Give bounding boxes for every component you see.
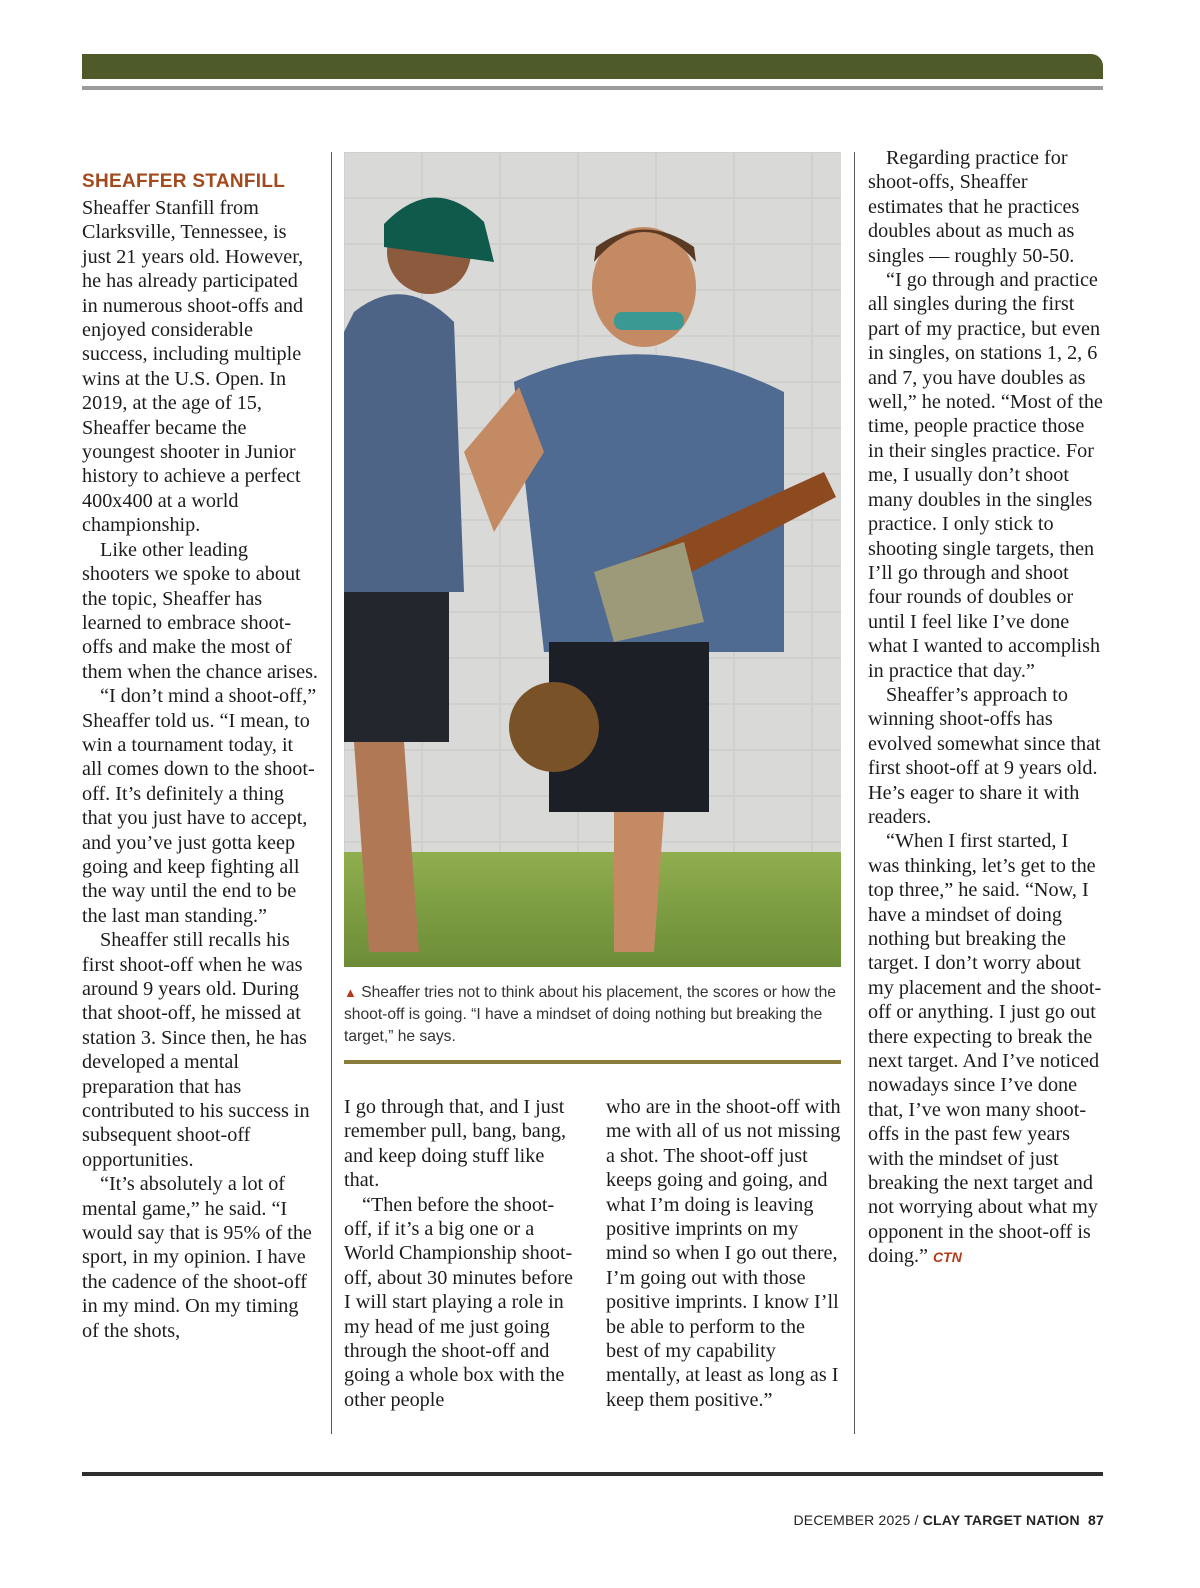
column-3	[606, 1095, 842, 1412]
photo-caption	[344, 982, 841, 1048]
top-color-bar	[82, 54, 1103, 79]
paragraph: Like other leading shooters we spoke to about the topic, Sheaffer has learned to embrace shoot-offs and make the most of them when the chance arises.	[82, 538, 318, 683]
page-footer	[793, 1512, 1104, 1528]
paragraph-text: “When I first started, I was thinking, let’s get to the top three,” he said. “Now, I have a mindset of doing nothing but breaking the target. I don’t worry about my placement and the shoot-off or anything. I just go out there expecting to break the next target. And I’ve noticed nowadays since I’ve done that, I’ve won many shoot-offs in the past few years with the mindset of just breaking the next target and not worrying about what my opponent in the shoot-off is doing.”	[868, 830, 1102, 1268]
paragraph: “I don’t mind a shoot-off,” Sheaffer told us. “I mean, to win a tournament today, it all comes down to the shoot-off. It’s definitely a thing that you just have to accept, and you’ve just gotta keep going and keep fighting all the way until the end to be the last man standing.”	[82, 685, 317, 927]
caption-text: Sheaffer tries not to think about his placement, the scores or how the shoot-off is going. “I have a mindset of doing nothing but breaking the target,” he says.	[344, 984, 836, 1045]
top-gray-rule	[82, 86, 1103, 90]
column-divider	[331, 152, 332, 1434]
paragraph: Regarding practice for shoot-offs, Sheaffer estimates that he practices doubles about as much as singles — roughly 50-50.	[868, 147, 1080, 267]
section-heading: SHEAFFER STANFILL	[82, 171, 286, 192]
page-number: 87	[1088, 1512, 1104, 1528]
paragraph	[868, 829, 1104, 1269]
column-divider	[854, 152, 855, 1434]
paragraph: Sheaffer still recalls his first shoot-off when he was around 9 years old. During that shoot-off, he missed at station 3. Since then, he has developed a mental preparation that has contributed to his success in subsequent shoot-off opportunities.	[82, 929, 310, 1171]
column-2	[344, 1095, 582, 1412]
footer-magazine: CLAY TARGET NATION	[922, 1512, 1080, 1528]
column-4	[868, 146, 1104, 1270]
footer-issue: DECEMBER 2025 /	[793, 1512, 919, 1528]
paragraph: “Then before the shoot-off, if it’s a big one or a World Championship shoot-off, about 30 minutes before I will start playing a role in my head of me just going through the shoot-off and going a whole box with the other people	[344, 1193, 573, 1411]
paragraph: I go through that, and I just remember pull, bang, bang, and keep doing stuff like that.	[344, 1096, 566, 1192]
paragraph: “It’s absolutely a lot of mental game,” he said. “I would say that is 95% of the sport, in my opinion. I have the cadence of the shoot-off in my mind. On my timing of the shots,	[82, 1173, 312, 1342]
bottom-rule	[82, 1472, 1103, 1476]
paragraph: Sheaffer’s approach to winning shoot-offs has evolved somewhat since that first shoot-off at 9 years old. He’s eager to share it with readers.	[868, 683, 1101, 828]
caption-rule	[344, 1060, 841, 1064]
paragraph: “I go through and practice all singles during the first part of my practice, but even in singles, on stations 1, 2, 6 and 7, you have doubles as well,” he noted. “Most of the time, people practice those in their singles practice. For me, I usually don’t shoot many doubles in the singles practice. I only stick to shooting single targets, then I’ll go through and shoot four rounds of doubles or until I feel like I’ve done what I wanted to accomplish in practice that day.”	[868, 269, 1103, 682]
article-photo	[344, 152, 841, 967]
triangle-icon: ▲	[344, 985, 357, 1000]
paragraph: Sheaffer Stanfill from Clarksville, Tennessee, is just 21 years old. However, he has already participated in numerous shoot-offs and enjoyed considerable success, including multiple wins at the U.S. Open. In 2019, at the age of 15, Sheaffer became the youngest shooter in Junior history to achieve a perfect 400x400 at a world championship.	[82, 197, 304, 537]
end-mark: CTN	[933, 1249, 962, 1266]
column-1	[82, 170, 318, 1343]
paragraph: who are in the shoot-off with me with all of us not missing a shot. The shoot-off just keeps going and going, and what I’m doing is leaving positive imprints on my mind so when I go out there, I’m going out with those positive imprints. I know I’ll be able to perform to the best of my capability mentally, at least as long as I keep them positive.”	[606, 1096, 841, 1411]
